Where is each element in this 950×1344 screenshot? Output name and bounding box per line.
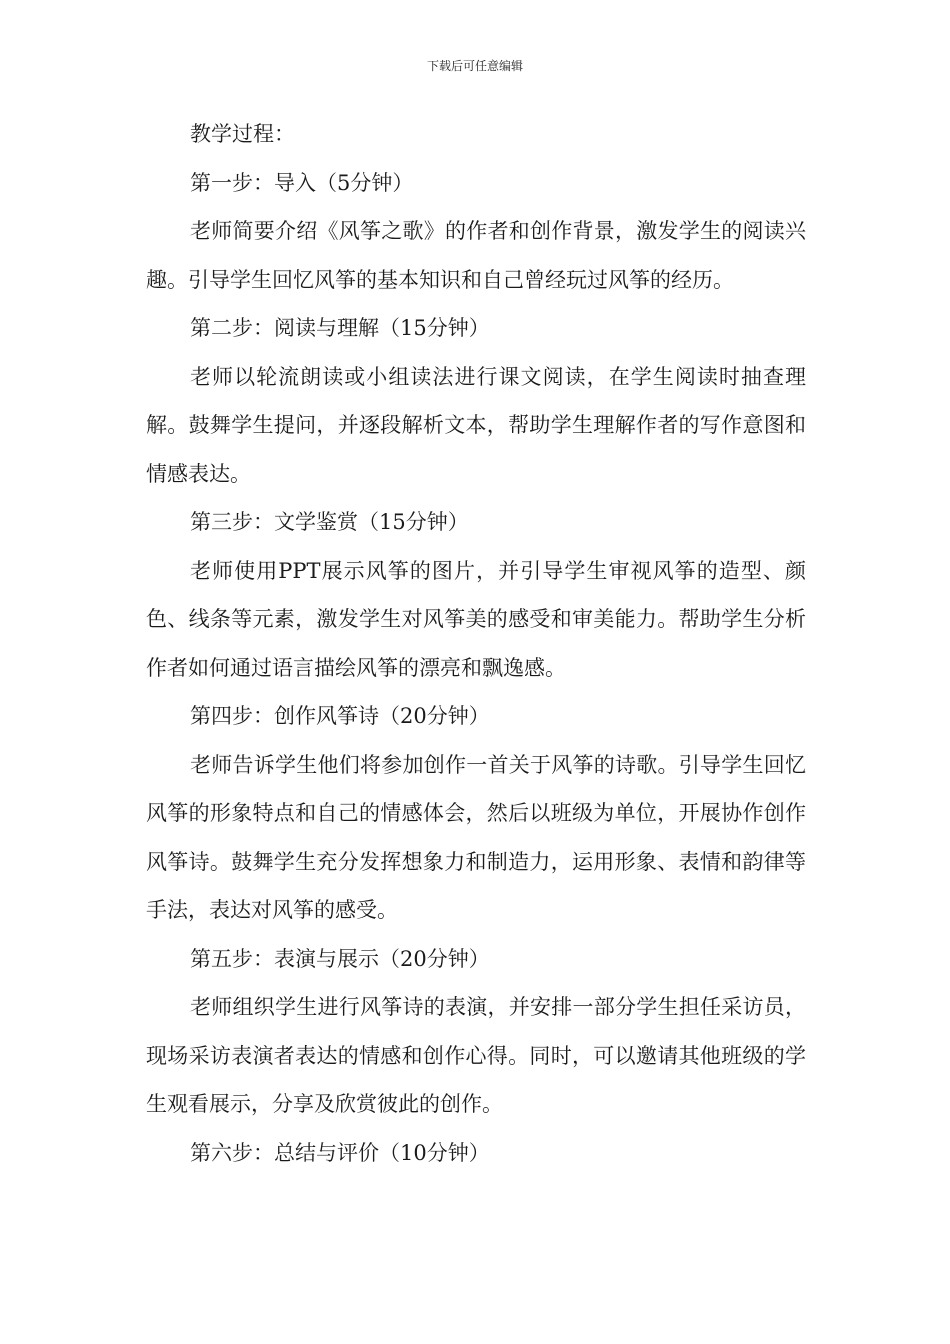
step-1-text: 老师简要介绍《风筝之歌》的作者和创作背景，激发学生的阅读兴趣。引导学生回忆风筝的基本知识和自己曾经玩过风筝的经历。 (146, 219, 806, 292)
section-label-process: 教学过程： (190, 122, 295, 146)
step-4-text: 老师告诉学生他们将参加创作一首关于风筝的诗歌。引导学生回忆风筝的形象特点和自己的情感体会，然后以班级为单位，开展协作创作风筝诗。鼓舞学生充分发挥想象力和制造力，运用形象、表情和韵律等手法，表达对风筝的感受。 (146, 752, 806, 922)
step-2-text: 老师以轮流朗读或小组读法进行课文阅读，在学生阅读时抽查理解。鼓舞学生提问，并逐段解析文本，帮助学生理解作者的写作意图和情感表达。 (146, 364, 806, 486)
header-note: 下载后可任意编辑 (426, 59, 523, 73)
step-6-heading: 第六步：总结与评价（10分钟） (190, 1140, 490, 1165)
step-5-text: 老师组织学生进行风筝诗的表演，并安排一部分学生担任采访员，现场采访表演者表达的情感和创作心得。同时，可以邀请其他班级的学生观看展示，分享及欣赏彼此的创作。 (146, 995, 806, 1116)
document-body (146, 110, 806, 1177)
step-5-heading: 第五步：表演与展示（20分钟） (190, 946, 490, 971)
step-4-heading: 第四步：创作风筝诗（20分钟） (190, 704, 490, 728)
step-2-heading: 第二步：阅读与理解（15分钟） (190, 316, 490, 340)
step-1-heading: 第一步：导入（5分钟） (190, 170, 414, 195)
step-3-text: 老师使用PPT展示风筝的图片，并引导学生审视风筝的造型、颜色、线条等元素，激发学生对风筝美的感受和审美能力。帮助学生分析作者如何通过语言描绘风筝的漂亮和飘逸感。 (146, 558, 806, 680)
step-3-heading: 第三步：文学鉴赏（15分钟） (190, 510, 469, 534)
